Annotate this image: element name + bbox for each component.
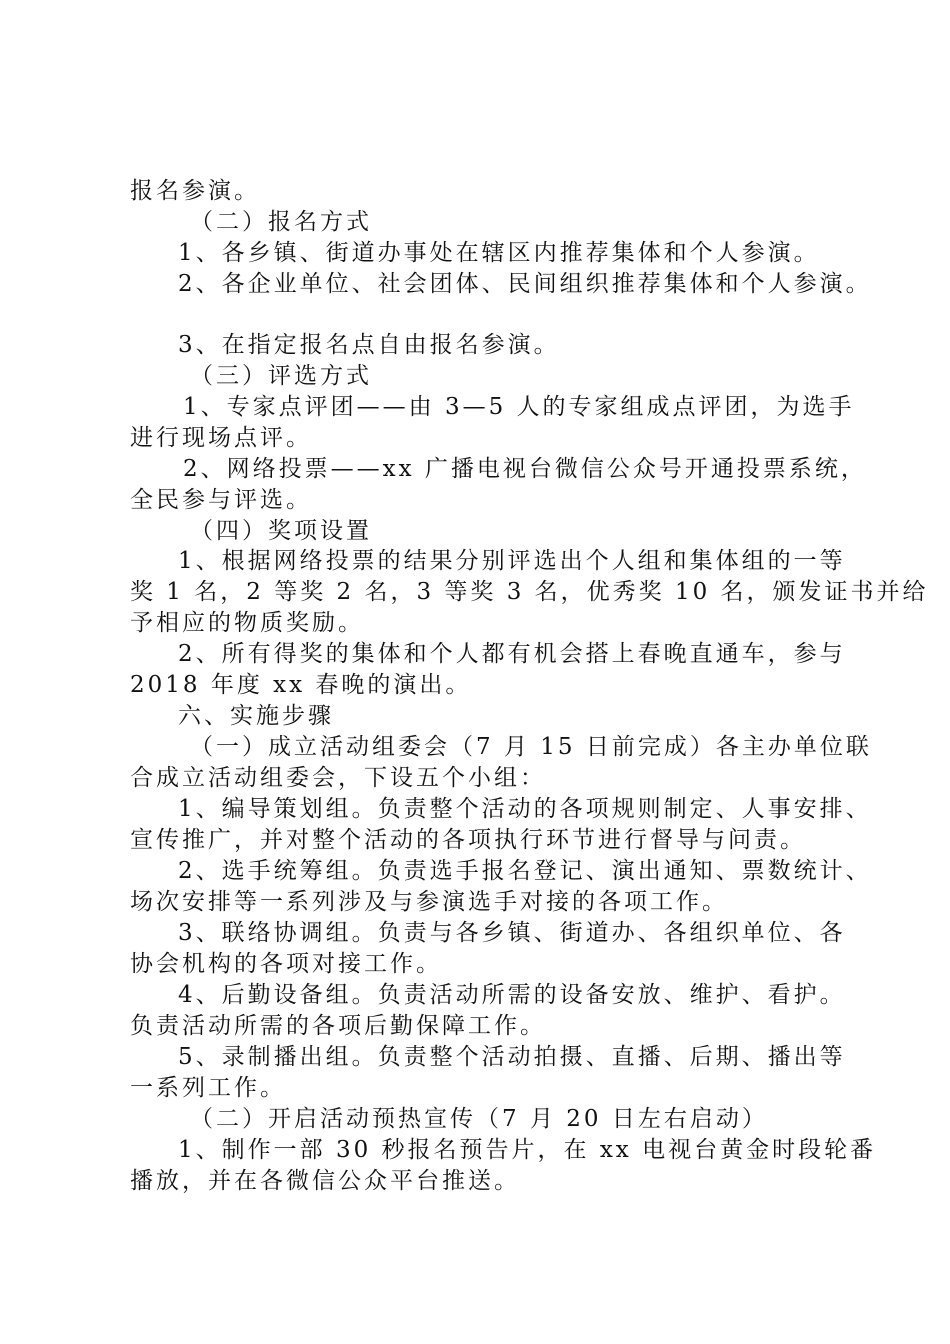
text-line: 奖 1 名，2 等奖 2 名，3 等奖 3 名，优秀奖 10 名，颁发证书并给 (130, 579, 929, 605)
text-line: 2、所有得奖的集体和个人都有机会搭上春晚直通车，参与 (178, 641, 846, 667)
text-line: 予相应的物质奖励。 (130, 610, 364, 636)
section-heading: （四）奖项设置 (190, 518, 372, 544)
text-line: 全民参与评选。 (130, 487, 312, 513)
text-line: 1、根据网络投票的结果分别评选出个人组和集体组的一等 (178, 548, 846, 574)
text-line: 2018 年度 xx 春晚的演出。 (130, 672, 472, 698)
text-line: 报名参演。 (130, 178, 260, 204)
text-line: （一）成立活动组委会（7 月 15 日前完成）各主办单位联 (190, 734, 872, 760)
section-heading: 六、实施步骤 (178, 703, 334, 729)
text-line: 3、在指定报名点自由报名参演。 (178, 332, 560, 358)
section-heading: （二）开启活动预热宣传（7 月 20 日左右启动） (190, 1106, 768, 1132)
text-line: 5、录制播出组。负责整个活动拍摄、直播、后期、播出等 (178, 1044, 846, 1070)
text-line: 1、编导策划组。负责整个活动的各项规则制定、人事安排、 (178, 796, 872, 822)
text-line: 进行现场点评。 (130, 425, 312, 451)
text-line: 一系列工作。 (130, 1075, 286, 1101)
text-line: 2、选手统筹组。负责选手报名登记、演出通知、票数统计、 (178, 858, 872, 884)
text-line: 1、制作一部 30 秒报名预告片，在 xx 电视台黄金时段轮番 (178, 1137, 877, 1163)
text-line: 4、后勤设备组。负责活动所需的设备安放、维护、看护。 (178, 982, 846, 1008)
text-line: 2、网络投票——xx 广播电视台微信公众号开通投票系统， (183, 456, 867, 482)
text-line: 场次安排等一系列涉及与参演选手对接的各项工作。 (130, 889, 728, 915)
text-line: 协会机构的各项对接工作。 (130, 951, 442, 977)
text-line: 播放，并在各微信公众平台推送。 (130, 1168, 520, 1194)
text-line: 3、联络协调组。负责与各乡镇、街道办、各组织单位、各 (178, 920, 846, 946)
section-heading: （三）评选方式 (190, 363, 372, 389)
text-line: 合成立活动组委会，下设五个小组： (130, 765, 546, 791)
text-line: 1、各乡镇、街道办事处在辖区内推荐集体和个人参演。 (178, 240, 820, 266)
text-line: 1、专家点评团——由 3—5 人的专家组成点评团，为选手 (183, 394, 855, 420)
text-line: 宣传推广，并对整个活动的各项执行环节进行督导与问责。 (130, 827, 806, 853)
text-line: 2、各企业单位、社会团体、民间组织推荐集体和个人参演。 (178, 271, 872, 297)
section-heading: （二）报名方式 (190, 209, 372, 235)
text-line: 负责活动所需的各项后勤保障工作。 (130, 1013, 546, 1039)
